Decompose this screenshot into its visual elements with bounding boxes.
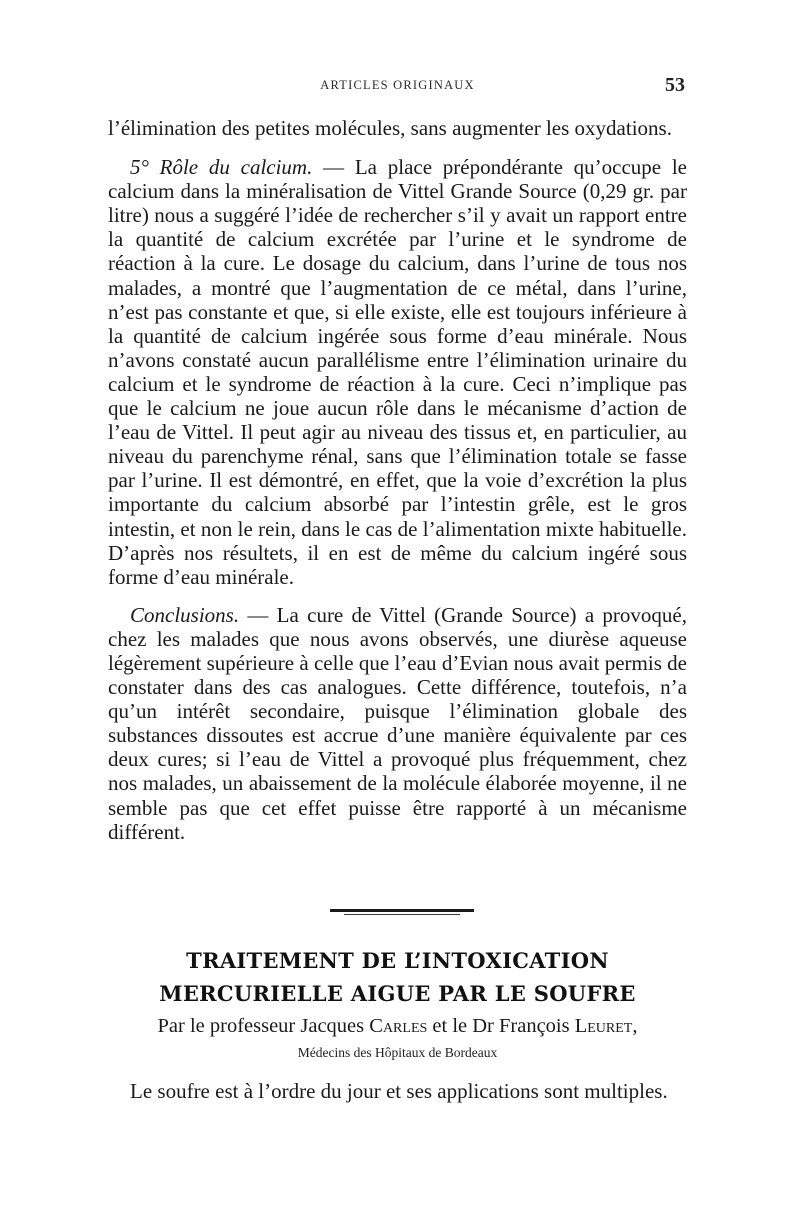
authors-suffix: , [632,1015,638,1037]
paragraph-body: — La place prépondérante qu’occupe le calcium dans la minéralisation de Vittel Grande Source (0,29 gr. par litre) nous a suggéré l’idée de rechercher s’il y avait un rapport entre la quantité de calcium excrétée par l’urine et le syndrome de réaction à la cure. Le dosage du calcium, dans l’urine de tous nos malades, a montré que l’augmentation de ce métal, dans l’urine, n’est pas constante et que, si elle existe, elle est toujours inférieure à la quantité de calcium ingérée sous forme d’eau minérale. Nous n’avons constaté aucun parallélisme entre l’élimination urinaire du calcium et le syndrome de réaction à la cure. Ceci n’implique pas que le calcium ne joue aucun rôle dans le mécanisme d’action de l’eau de Vittel. Il peut agir au niveau des tissus et, en particulier, au niveau du parenchyme rénal, sans que l’élimination totale se fasse par l’urine. Il est démontré, en effet, que la voie d’excrétion la plus importante du calcium absorbé par l’intestin grêle, est le gros intestin, et non le rein, dans le cas de l’alimentation mixte habituelle. D’après nos résultets, il en est de même du calcium ingéré sous forme d’eau minérale. [108,155,687,589]
section-heading-conclusions: Conclusions. [130,602,240,627]
previous-article-text [108,116,687,844]
section-heading-role-du-calcium: 5° Rôle du calcium. [130,155,313,180]
page-number: 53 [665,74,685,96]
article-title-line: MERCURIELLE AIGUE PAR LE SOUFRE [159,981,636,1006]
article-authors [108,1013,687,1039]
paragraph-continuation: l’élimination des petites molécules, sans augmenter les oxydations. [108,116,672,140]
authors-middle: et le Dr François [427,1015,575,1037]
paragraph-body: — La cure de Vittel (Grande Source) a provoqué, chez les malades que nous avons observés, une diurèse aqueuse légèrement supérieure à celle que l’eau d’Evian nous avait permis de constater dans des cas analogues. Cette différence, toutefois, n’a qu’un intérêt secondaire, puisque l’élimination globale des substances dissoutes est accrue d’une manière équivalente par ces deux cures; si l’eau de Vittel a provoqué plus fréquemment, chez nos malades, un abaissement de la molécule élaborée moyenne, il ne semble pas que cet effet puisse être rapporté à un mécanisme différent. [108,602,687,844]
separator-thin-line [344,914,460,915]
article-title-line: TRAITEMENT DE L’INTOXICATION [186,948,609,973]
separator-thick-line [330,909,474,912]
running-header [110,74,685,100]
paragraph-intro: Le soufre est à l’ordre du jour et ses applications sont multiples. [130,1079,668,1103]
authors-prefix: Par le professeur Jacques [157,1015,370,1037]
author-surname: Leuret [574,1015,633,1037]
article-separator-rule [330,909,474,915]
new-article-text [108,1079,687,1103]
running-title: ARTICLES ORIGINAUX [320,78,475,92]
author-affiliation: Médecins des Hôpitaux de Bordeaux [297,1045,498,1060]
paragraph-conclusions [108,603,687,844]
author-surname: Carles [369,1015,428,1037]
article-title [108,944,687,1010]
paragraph-role-du-calcium [108,155,687,589]
